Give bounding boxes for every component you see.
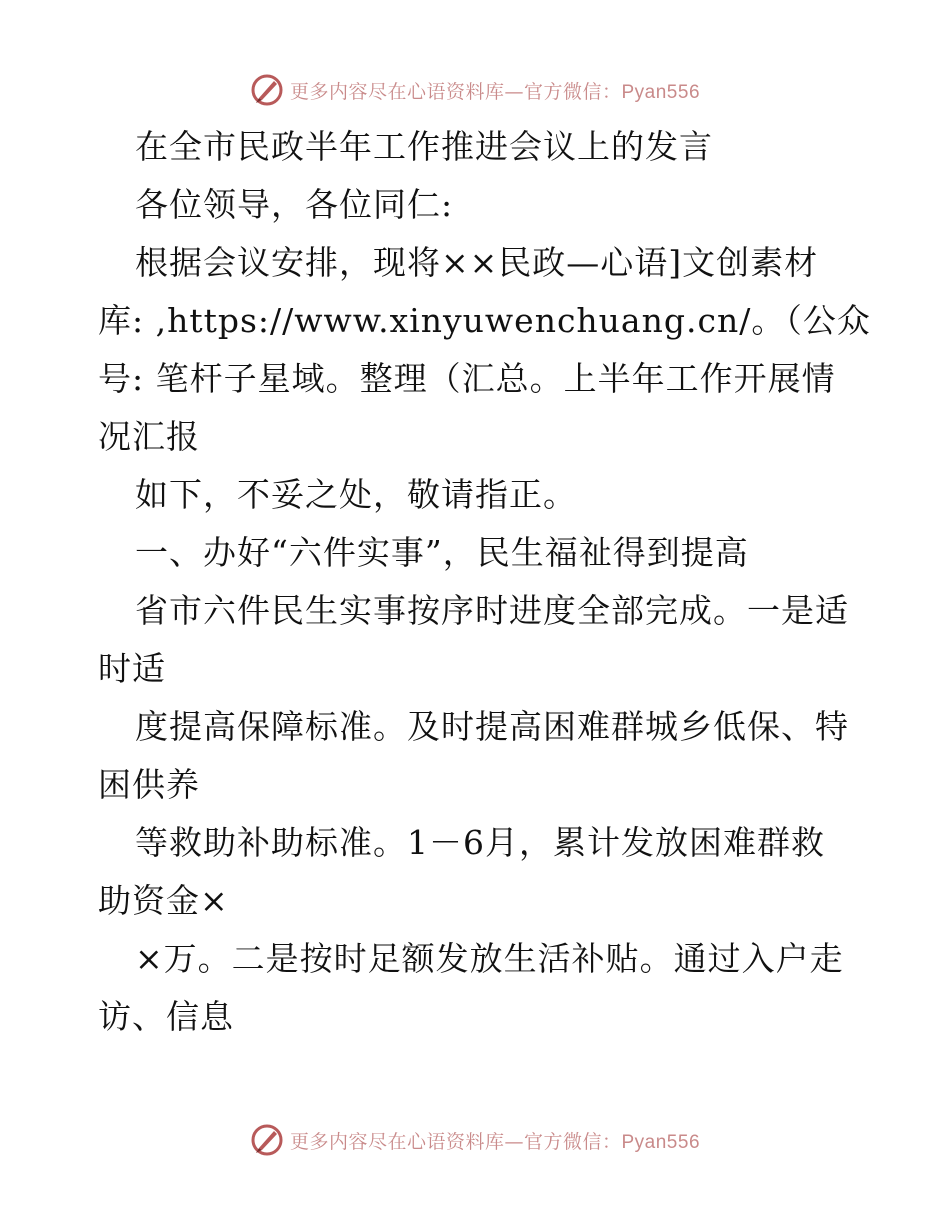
text-line: 库: ,https://www.xinyuwenchuang.cn/。（公众	[98, 301, 871, 340]
text-line: 时适	[98, 649, 166, 688]
quill-logo-icon	[250, 1123, 284, 1157]
text-line: 助资金×	[98, 881, 229, 920]
text-line: 度提高保障标准。及时提高困难群城乡低保、特	[135, 707, 849, 746]
text-line: 省市六件民生实事按序时进度全部完成。一是适	[135, 591, 849, 630]
text-line: 况汇报	[98, 417, 200, 456]
text-line: 等救助补助标准。1－6月，累计发放困难群救	[135, 823, 825, 862]
text-line: 访、信息	[98, 997, 234, 1036]
salutation: 各位领导，各位同仁:	[135, 185, 454, 224]
footer-watermark	[0, 1120, 950, 1160]
text-line: 困供养	[98, 765, 200, 804]
text-line: 号: 笔杆子星域。整理（汇总。上半年工作开展情	[98, 359, 836, 398]
section-heading: 一、办好“六件实事”，民生福祉得到提高	[135, 533, 749, 572]
text-line: ×万。二是按时足额发放生活补贴。通过入户走	[135, 939, 844, 978]
text-line: 如下，不妥之处，敬请指正。	[135, 475, 577, 514]
text-line: 根据会议安排，现将××民政—心语]文创素材	[135, 243, 819, 282]
watermark-text: 更多内容尽在心语资料库—官方微信：Pyan556	[289, 80, 701, 103]
header-watermark	[0, 70, 950, 110]
document-title: 在全市民政半年工作推进会议上的发言	[135, 127, 713, 166]
document-body	[98, 118, 871, 1046]
quill-logo-icon	[250, 73, 284, 107]
watermark-text: 更多内容尽在心语资料库—官方微信：Pyan556	[289, 1130, 701, 1153]
